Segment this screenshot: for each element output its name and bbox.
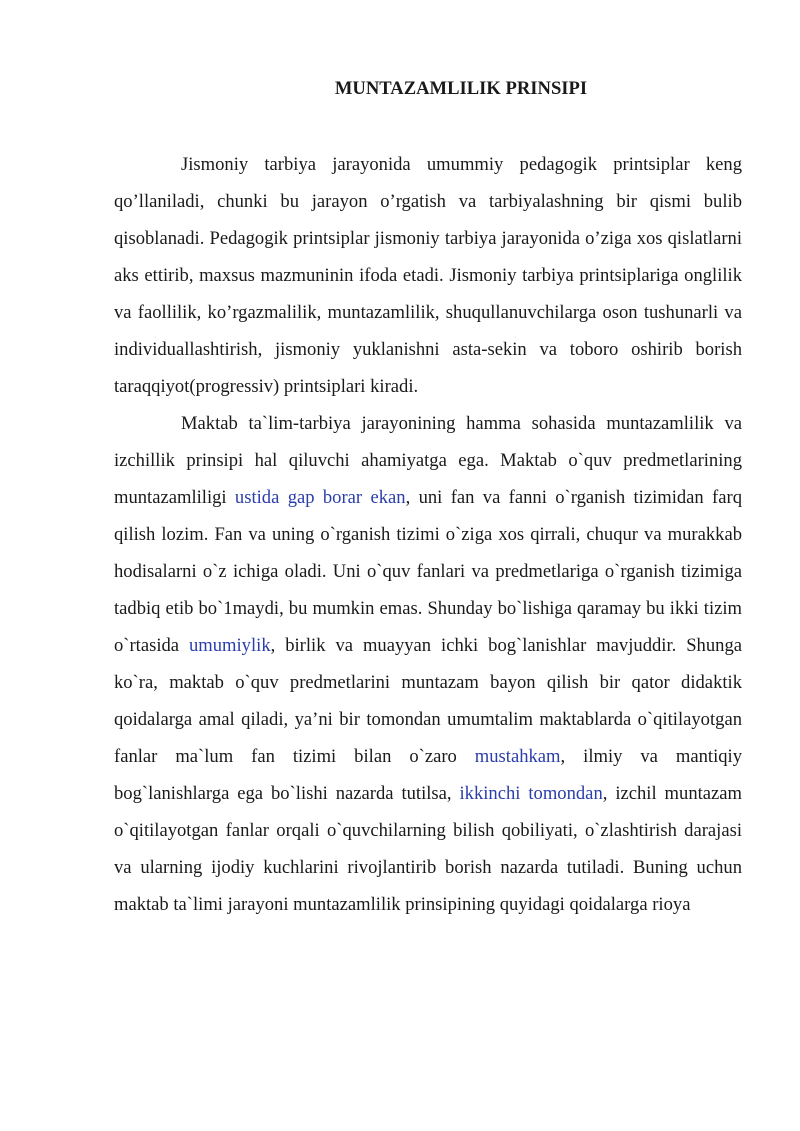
hyperlink-umumiylik[interactable]: umumiylik [189, 635, 271, 656]
paragraph-text: , ilmiy va mantiqiy bog`lanishlarga ega bo`lishi nazarda tutilsa, [114, 746, 742, 804]
paragraph-text: , izchil muntazam o`qitilayotgan fanlar orqali o`quvchilarning bilish qobiliyati, o`zlashtirish darajasi va ularning ijodiy kuchlarini rivojlantirib borish nazarda tutiladi. Buning uchun maktab ta`limi jarayoni muntazamlilik prinsipining quyidagi qoidalarga rioya [114, 783, 743, 915]
document-body [114, 146, 742, 923]
paragraph-text: , uni fan va fanni o`rganish tizimidan farq qilish lozim. Fan va uning o`rganish tizimi o`ziga xos qirrali, chuqur va murakkab hodisalarni o`z ichiga oladi. Uni o`quv fanlari va predmetlariga o`rganish tizimiga tadbiq etib bo`1maydi, bu mumkin emas. Shunday bo`lishiga qaramay bu ikki tizim o`rtasida [114, 487, 742, 656]
hyperlink-ustida-gap-borar-ekan[interactable]: ustida gap borar ekan [234, 487, 406, 508]
paragraph-text: , birlik va muayyan ichki bog`lanishlar mavjuddir. Shunga ko`ra, maktab o`quv predmetlarini muntazam bayon qilish bir qator didaktik qoidalarga amal qiladi, ya’ni bir tomondan umumtalim maktablarda o`qitilayotgan fanlar ma`lum fan tizimi bilan o`zaro [114, 635, 742, 767]
hyperlink-ikkinchi-tomondan[interactable]: ikkinchi tomondan [459, 783, 603, 804]
hyperlink-mustahkam[interactable]: mustahkam [474, 746, 561, 767]
paragraph-principles: Jismoniy tarbiya jarayonida umummiy pedagogik printsiplar keng qo’llaniladi, chunki bu jarayon o’rgatish va tarbiyalashning bir qismi bulib qisoblanadi. Pedagogik printsiplar jismoniy tarbiya jarayonida o’ziga xos qislatlarni aks ettirib, maxsus mazmuninin ifoda etadi. Jismoniy tarbiya printsiplariga onglilik va faollilik, ko’rgazmalilik, muntazamlilik, shuqullanuvchilarga oson tushunarli va individuallashtirish, jismoniy yuklanishni asta-sekin va toboro oshirib borish taraqqiyot(progressiv) printsiplari kiradi. [114, 154, 742, 397]
page-title: MUNTAZAMLILIK PRINSIPI [334, 78, 588, 99]
paragraph-systematicity [114, 405, 742, 923]
paragraph-text: Maktab ta`lim-tarbiya jarayonining hamma sohasida muntazamlilik va izchillik prinsipi hal qiluvchi ahamiyatga ega. Maktab o`quv predmetlarining muntazamliligi [114, 413, 742, 508]
